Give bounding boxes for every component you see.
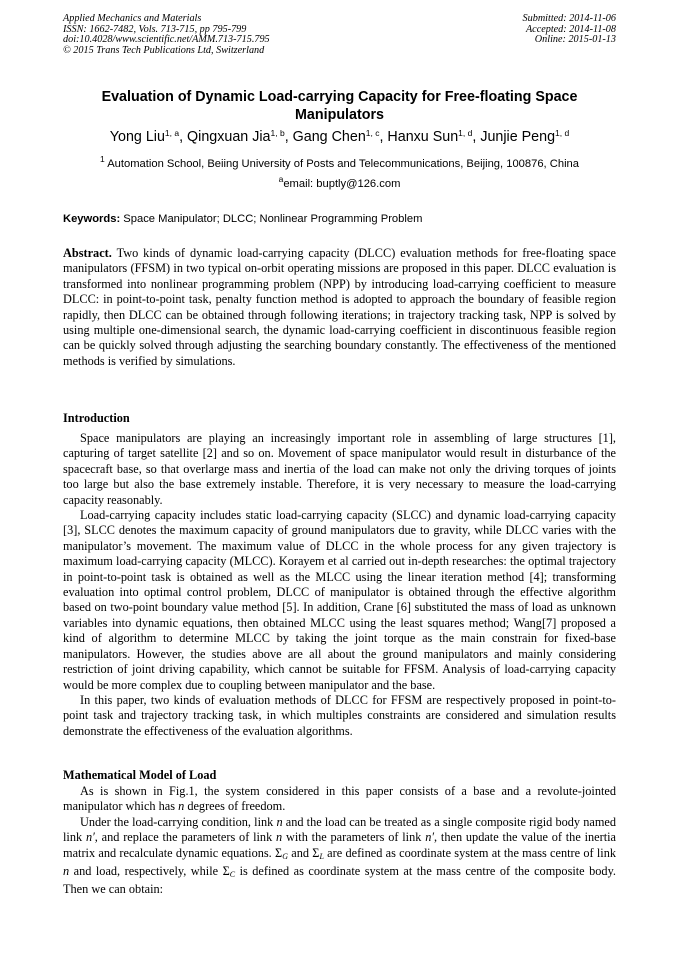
submitted-date: Submitted: 2014-11-06 [522, 13, 616, 24]
journal-name: Applied Mechanics and Materials [63, 13, 202, 24]
author: Gang Chen$^{1, c}$, [292, 128, 388, 145]
author: Hanxu Sun$^{1, d}$, [387, 128, 481, 145]
affiliation: $^1$ Automation School, Beiing University of Posts and Telecommunications, Beijing, 100876, China [99, 154, 580, 170]
abstract [63, 246, 616, 369]
keywords [63, 212, 616, 226]
section-heading-model: Mathematical Model of Load [63, 768, 217, 782]
math-symbol: n [276, 830, 283, 845]
author: Yong Liu$^{1, a}$, [109, 128, 188, 145]
model-body [63, 784, 616, 898]
issn-line: ISSN: 1662-7482, Vols. 713-715, pp 795-799 [63, 23, 247, 35]
journal-info [63, 14, 270, 56]
author-email: $^a$email: buptly@126.com [278, 174, 401, 190]
section-heading-introduction: Introduction [63, 411, 130, 425]
math-symbol: n [63, 864, 70, 879]
math-symbol: $\Sigma_L$ [312, 845, 324, 861]
introduction-body [63, 431, 616, 739]
doi-line: doi:10.4028/www.scientific.net/AMM.713-715.795 [63, 34, 270, 46]
math-symbol: $\Sigma_C$ [222, 864, 236, 880]
paragraph: Under the load-carrying condition, link n and the load can be treated as a single composite rigid body named link n′, and replace the parameters of link n with the parameters of link n′, then update the value of the inertia matrix and recalculate dynamic equations. $\Sigma_G$ and $\Sigma_L$ are defined as coordinate system at the mass centre of link n and load, respectively, while $\Sigma_C$ is defined as coordinate system at the mass centre of the composite body. Then we can obtain: [63, 814, 617, 897]
accepted-date: Accepted: 2014-11-08 [525, 23, 616, 35]
paper-title: Evaluation of Dynamic Load-carrying Capacity for Free-floating Space Manipulators [101, 89, 578, 123]
paragraph: Space manipulators are playing an increasingly important role in assembling of large structures [1], capturing of target satellite [2] and so on. Movement of space manipulator would result in disturbance of the spacecraft base, so that overlarge mass and inertia of the load can make not only the driving torques of joints too large but also the base extremely instable. Therefore, it is very necessary to measure the load-carrying capacity reasonably. [63, 431, 616, 507]
math-symbol: n [276, 814, 283, 829]
dates-info [470, 14, 616, 46]
keywords-text: Space Manipulator; DLCC; Nonlinear Programming Problem [120, 213, 423, 225]
paragraph: In this paper, two kinds of evaluation methods of DLCC for FFSM are respectively proposed in point-to-point task and trajectory tracking task, in which multiples constraints are considered and simulation results demonstrate the effectiveness of the evaluation algorithms. [63, 692, 616, 738]
keywords-label: Keywords: [63, 213, 121, 225]
author: Junjie Peng$^{1, d}$ [480, 128, 570, 145]
math-symbol: n [178, 799, 185, 814]
author: Qingxuan Jia$^{1, b}$, [187, 128, 293, 145]
abstract-label: Abstract. [63, 246, 112, 260]
math-symbol: n′ [85, 830, 95, 845]
author-list [63, 128, 616, 146]
abstract-text: Two kinds of dynamic load-carrying capacity (DLCC) evaluation methods for free-floating space manipulators (FFSM) in two typical on-orbit operating missions are proposed in this paper. DLCC evaluation is transformed into nonlinear programming problem (NPP) by introducing load-carrying coefficient to measure DLCC: in point-to-point task, penalty function method is adopted to approach the boundary of feasible region rapidly, then DLCC can be obtained through following iterations; in trajectory tracking task, NPP is solved by using multiple one-dimensional search, the dynamic load-carrying coefficient in discontinuous feasible region can be quickly solved through adjusting the searching boundary constantly. The effectiveness of the mentioned methods is verified by simulations. [63, 246, 616, 368]
copyright-line: © 2015 Trans Tech Publications Ltd, Switzerland [63, 44, 265, 56]
math-symbol: $\Sigma_G$ [275, 845, 288, 861]
paragraph: Load-carrying capacity includes static load-carrying capacity (SLCC) and dynamic load-carrying capacity [3], SLCC denotes the maximum capacity of ground manipulators due to gravity, while DLCC varies with the manipulator’s movement. The maximum value of DLCC in the whole process for any given trajectory is maximum load-carrying capacity (MLCC). Korayem et al carried out in-depth researches: the optimal trajectory in point-to-point task is obtained as well as the MLCC using the linear iteration method [4]; transforming evaluation into optimal control problem, DLCC of manipulator is obtained through the effective algorithm based on two-point boundary value method [5]. In addition, Crane [6] substituted the mass of load as unknown variables into dynamic equations, then obtained MLCC using the least squares method; Wang[7] proposed a kind of algorithm to determine MLCC by taking the joint torque as the main constrain for fixed-base manipulators. However, the studies above are all about the ground manipulators and mainly considering restriction of joint driving capability, which cannot be suitable for FFSM. Analysis of load-carrying capacity would be more complex due to coupling between manipulator and the base. [63, 508, 616, 692]
online-date: Online: 2015-01-13 [534, 34, 616, 46]
math-symbol: n′ [425, 830, 435, 845]
paragraph: As is shown in Fig.1, the system considered in this paper consists of a base and a revolute-jointed manipulator which has n degrees of freedom. [63, 784, 616, 814]
